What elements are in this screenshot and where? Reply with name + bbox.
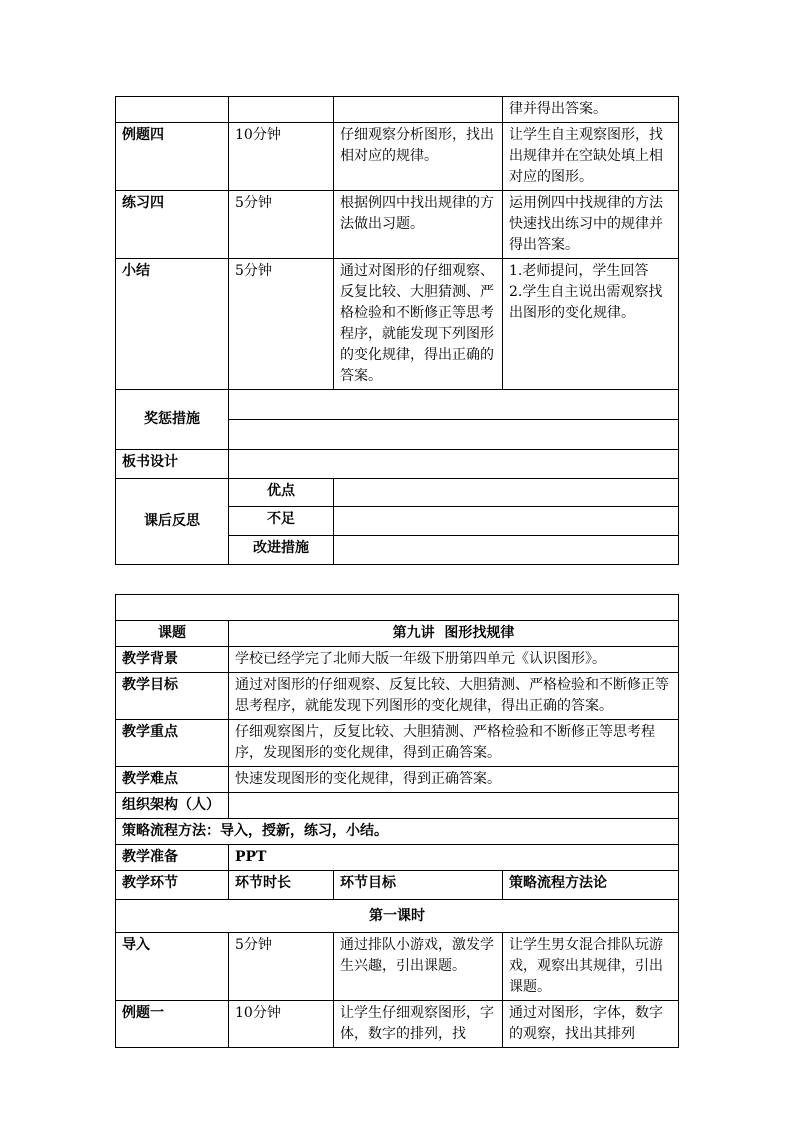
- key-label: 教学重点: [116, 720, 229, 767]
- cell-stage: 例题一: [116, 1001, 229, 1048]
- cell-empty: [334, 97, 503, 123]
- cell-stage: 例题四: [116, 123, 229, 191]
- table-row: [116, 191, 679, 259]
- reflect-content: [334, 479, 679, 507]
- reward-content: [229, 420, 679, 450]
- background-label: 教学背景: [116, 647, 229, 673]
- board-content: [229, 450, 679, 479]
- table-row: [116, 900, 679, 933]
- cell-goal: 通过对图形的仔细观察、反复比较、大胆猜测、严格检验和不断修正等思考程序，就能发现下列图形的变化规律，得出正确的答案。: [334, 259, 503, 390]
- cell-method: 律并得出答案。: [503, 97, 679, 123]
- reward-content: [229, 390, 679, 420]
- prep-label: 教学准备: [116, 845, 229, 871]
- lesson-plan-table: [115, 594, 679, 1048]
- strategy-text: 策略流程方法：导入，授新，练习，小结。: [116, 819, 679, 845]
- cell-goal: 让学生仔细观察图形，字体，数字的排列，找: [334, 1001, 503, 1048]
- key-text: 仔细观察图片，反复比较、大胆猜测、严格检验和不断修正等思考程序，发现图形的变化规律，得到正确答案。: [229, 720, 679, 767]
- column-header: 策略流程方法论: [503, 871, 679, 900]
- table-row: [116, 259, 679, 390]
- cell-goal: 仔细观察分析图形，找出相对应的规律。: [334, 123, 503, 191]
- background-text: 学校已经学完了北师大版一年级下册第四单元《认识图形》。: [229, 647, 679, 673]
- table-row: [116, 595, 679, 621]
- goal-text: 通过对图形的仔细观察、反复比较、大胆猜测、严格检验和不断修正等思考程序，就能发现下列图形的变化规律，得出正确的答案。: [229, 673, 679, 720]
- cell-goal: 通过排队小游戏，激发学生兴趣，引出课题。: [334, 933, 503, 1001]
- table-row: [116, 767, 679, 793]
- table-row: [116, 1001, 679, 1048]
- table-row: [116, 647, 679, 673]
- board-label: 板书设计: [116, 450, 229, 479]
- org-label: 组织架构（人）: [116, 793, 229, 819]
- reflect-content: [334, 536, 679, 565]
- reflect-item: 改进措施: [229, 536, 334, 565]
- session-title: 第一课时: [116, 900, 679, 933]
- difficulty-text: 快速发现图形的变化规律，得到正确答案。: [229, 767, 679, 793]
- prep-text: PPT: [229, 845, 679, 871]
- method-line-1: 1.老师提问，学生回答: [509, 263, 649, 279]
- cell-method: [503, 259, 679, 390]
- table-row: [116, 845, 679, 871]
- cell-stage: 小结: [116, 259, 229, 390]
- table-row: [116, 933, 679, 1001]
- cell-duration: 10分钟: [229, 1001, 334, 1048]
- column-header: 教学环节: [116, 871, 229, 900]
- table-row: [116, 871, 679, 900]
- cell-method: 通过对图形，字体，数字的观察，找出其排列: [503, 1001, 679, 1048]
- table-row: [116, 97, 679, 123]
- reflect-item: 优点: [229, 479, 334, 507]
- cell-duration: 5分钟: [229, 259, 334, 390]
- column-header: 环节时长: [229, 871, 334, 900]
- cell-goal: 根据例四中找出规律的方法做出习题。: [334, 191, 503, 259]
- org-content: [229, 793, 679, 819]
- method-line-2: 2.学生自主说出需观察找出图形的变化规律。: [509, 284, 663, 321]
- header-blank: [116, 595, 679, 621]
- cell-method: 运用例四中找规律的方法快速找出练习中的规律并得出答案。: [503, 191, 679, 259]
- cell-method: 让学生男女混合排队玩游戏，观察出其规律，引出课题。: [503, 933, 679, 1001]
- table-row: [116, 673, 679, 720]
- table-row: [116, 720, 679, 767]
- table-row: [116, 390, 679, 420]
- cell-stage: 练习四: [116, 191, 229, 259]
- cell-stage: 导入: [116, 933, 229, 1001]
- reflect-content: [334, 507, 679, 536]
- topic-title: 第九讲 图形找规律: [229, 621, 679, 647]
- lesson-plan-table-continued: [115, 96, 679, 565]
- topic-label: 课题: [116, 621, 229, 647]
- reward-label: 奖惩措施: [116, 390, 229, 450]
- table-row: [116, 621, 679, 647]
- goal-label: 教学目标: [116, 673, 229, 720]
- cell-duration: 5分钟: [229, 933, 334, 1001]
- cell-empty: [116, 97, 229, 123]
- cell-duration: 5分钟: [229, 191, 334, 259]
- reflect-item: 不足: [229, 507, 334, 536]
- difficulty-label: 教学难点: [116, 767, 229, 793]
- table-row: [116, 793, 679, 819]
- reflect-label: 课后反思: [116, 479, 229, 565]
- cell-empty: [229, 97, 334, 123]
- table-row: [116, 123, 679, 191]
- column-header: 环节目标: [334, 871, 503, 900]
- table-row: [116, 819, 679, 845]
- cell-method: 让学生自主观察图形，找出规律并在空缺处填上相对应的图形。: [503, 123, 679, 191]
- table-row: [116, 479, 679, 507]
- table-row: [116, 450, 679, 479]
- cell-duration: 10分钟: [229, 123, 334, 191]
